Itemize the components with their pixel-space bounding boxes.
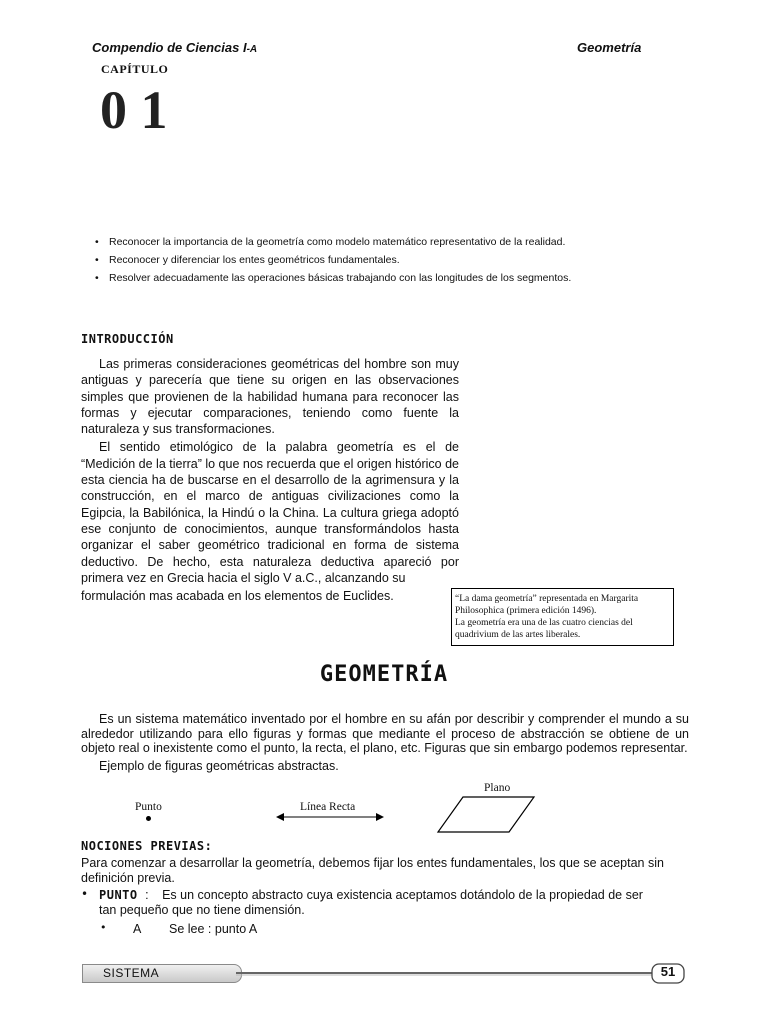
caption-line-1: “La dama geometría” representada en Margarita Philosophica (primera edición 1496).: [455, 594, 639, 616]
punto-text: Es un concepto abstracto cuya existencia aceptamos dotándolo de la propiedad de ser tan pequeño que no tiene dimensión.: [99, 888, 643, 917]
punto-separator: :: [145, 888, 149, 902]
intro-paragraph-2-end: formulación mas acabada en los elementos de Euclides.: [81, 589, 394, 604]
example-bullet: •: [100, 921, 107, 934]
book-title: [92, 40, 257, 55]
point-dot: [146, 816, 151, 821]
intro-body: [81, 356, 459, 604]
caption-line-2: La geometría era una de las cuatro ciencias del quadrivium de las artes liberales.: [455, 618, 633, 640]
figure-plane-label: Plano: [484, 782, 511, 794]
figure-line-label: Línea Recta: [300, 801, 356, 813]
intro-heading: INTRODUCCIÓN: [81, 332, 174, 346]
page-number: 51: [660, 964, 676, 979]
subject-title: Geometría: [577, 40, 642, 55]
punto-definition: [99, 888, 659, 918]
nociones-heading-text: NOCIONES PREVIAS: [81, 839, 205, 853]
chapter-label: CAPÍTULO: [101, 62, 169, 76]
punto-bullet: •: [81, 887, 89, 901]
objective-item: • Resolver adecuadamente las operaciones básicas trabajando con las longitudes de los segmentos.: [95, 269, 715, 287]
plane-parallelogram-icon: [436, 796, 536, 834]
book-title-suffix: -A: [246, 44, 258, 55]
objective-item: • Reconocer y diferenciar los entes geométricos fundamentales.: [95, 251, 715, 269]
footer-section-label: SISTEMA: [103, 966, 160, 980]
objectives-list: [95, 233, 715, 287]
nociones-intro: Para comenzar a desarrollar la geometría, debemos fijar los entes fundamentales, los que se aceptan sin definición previa.: [81, 856, 664, 885]
nociones-heading: [81, 839, 212, 853]
image-caption-box: [451, 588, 674, 646]
punto-label: PUNTO: [99, 888, 138, 902]
objective-item: • Reconocer la importancia de la geometría como modelo matemático representativo de la realidad.: [95, 233, 715, 251]
example-point-read: Se lee : punto A: [169, 922, 258, 936]
footer-rule: [236, 962, 686, 986]
nociones-heading-colon: :: [204, 839, 213, 853]
geometria-title: GEOMETRÍA: [319, 662, 449, 687]
example-point-letter: A: [133, 922, 142, 936]
intro-paragraph-2: El sentido etimológico de la palabra geometría es el de “Medición de la tierra” lo que nos recuerda que el origen histórico de esta ciencia ha de buscarse en el desarrollo de la agrimensura y la construcción, en el marco de antiguas civilizaciones como la Egipcia, la Babilónica, la Hindú o la China. La cultura griega adoptó ese conjunto de conocimientos, aunque transformándolos hasta organizar el saber geométrico tradicional en forma de sistema deductivo. De hecho, esta naturaleza deductiva apareció por primera vez en Grecia hacia el siglo V a.C., alcanzando su: [81, 440, 459, 585]
footer-section-tab: [82, 964, 242, 983]
chapter-number: 0 1: [100, 80, 168, 140]
figures-example-intro: Ejemplo de figuras geométricas abstractas.: [99, 759, 339, 773]
figure-point-label: Punto: [135, 801, 162, 813]
intro-paragraph-1: Las primeras consideraciones geométricas del hombre son muy antiguas y parecería que tiene su origen en las observaciones simples que provienen de la habilidad humana para reconocer las formas y ejecutar comparaciones, teniendo como fuente la naturaleza y sus transformaciones.: [81, 357, 459, 437]
line-arrow-icon: [276, 810, 384, 824]
geometria-definition: Es un sistema matemático inventado por el hombre en su afán por describir y comprender el mundo a su alrededor utilizando para ello figuras y formas que mediante el proceso de abstracción se obtiene de un objeto real o inexistente como el punto, la recta, el plano, etc. Figuras que sin embargo podemos representar.: [81, 712, 689, 755]
book-title-text: Compendio de Ciencias I: [92, 40, 247, 55]
